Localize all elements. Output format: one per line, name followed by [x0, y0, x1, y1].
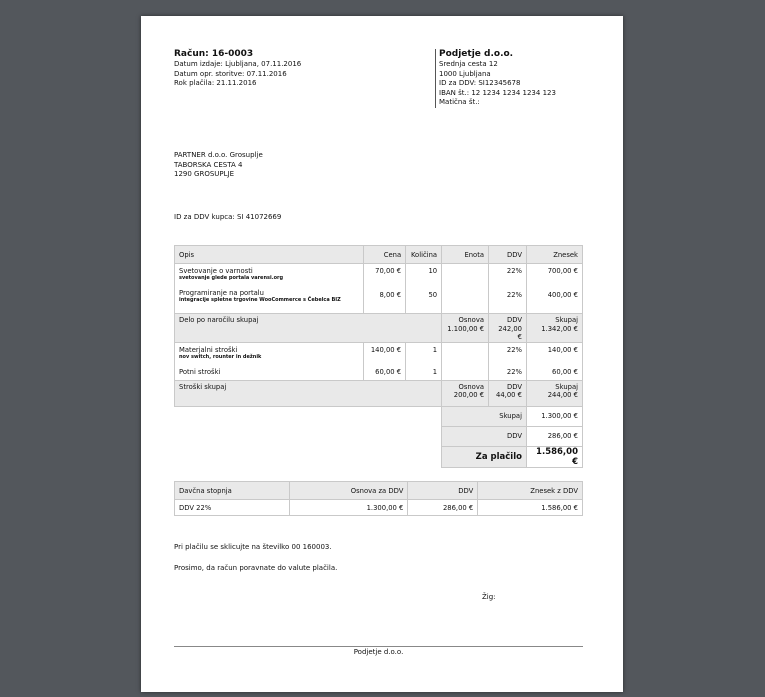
vat-summary-header [175, 482, 583, 500]
subtotal-value: 1.300,00 € [526, 406, 582, 426]
customer-block [174, 151, 263, 180]
base-value: 1.100,00 € [447, 324, 485, 333]
footer-company: Podjetje d.o.o. [353, 648, 404, 656]
item-vat: 22% [506, 267, 522, 275]
item-price: 70,00 € [375, 267, 402, 275]
total-label: Skupaj [555, 316, 578, 324]
payment-request-note: Prosimo, da račun poravnate do valute plačila. [174, 564, 338, 572]
item-title: Materjalni stroški [179, 345, 238, 354]
pay-total-value: 1.586,00 € [526, 446, 582, 467]
company-reg-no: Matična št.: [439, 98, 480, 107]
subtotal-label: Skupaj [442, 406, 527, 426]
base-value: 200,00 € [453, 391, 485, 399]
vat-total-row [175, 426, 583, 446]
col-vat-base: Osnova za DDV [289, 482, 408, 500]
group2-units [442, 342, 489, 380]
item-title: Potni stroški [179, 367, 221, 376]
company-vat-id: ID za DDV: SI12345678 [439, 79, 521, 88]
due-date: Rok plačila: 21.11.2016 [174, 79, 257, 88]
customer-vat-id: ID za DDV kupca: SI 41072669 [174, 213, 282, 221]
col-amount: Znesek [526, 246, 582, 264]
group1-vat [489, 314, 527, 343]
total-label: Skupaj [555, 382, 578, 391]
col-vat: DDV [489, 246, 527, 264]
col-price: Cena [364, 246, 406, 264]
company-city: 1000 Ljubljana [439, 69, 491, 78]
group2-amounts [526, 342, 582, 380]
item-amount: 700,00 € [547, 267, 578, 275]
company-block [435, 49, 556, 108]
group1-items-row [175, 264, 583, 314]
vat-value: 242,00 € [498, 324, 522, 341]
service-date: Datum opr. storitve: 07.11.2016 [174, 69, 287, 78]
issue-date: Datum izdaje: Ljubljana, 07.11.2016 [174, 60, 302, 68]
item-vat: 22% [506, 367, 522, 376]
group1-summary-label: Delo po naročilu skupaj [175, 314, 442, 343]
group1-amounts [526, 264, 582, 314]
amount-with-vat: 1.586,00 € [478, 500, 583, 516]
group1-quantities [406, 264, 442, 314]
group2-descriptions [175, 342, 364, 380]
company-name: Podjetje d.o.o. [439, 49, 514, 59]
item-amount: 60,00 € [552, 367, 578, 376]
item-amount: 400,00 € [547, 291, 578, 299]
item-subtitle: nov switch, rounter in dežnik [179, 353, 262, 360]
group2-summary-label: Stroški skupaj [175, 380, 442, 406]
company-street: Srednja cesta 12 [439, 60, 498, 68]
group2-vats [489, 342, 527, 380]
group2-quantities [406, 342, 442, 380]
item-vat: 22% [506, 345, 522, 354]
total-value: 1.342,00 € [541, 324, 578, 333]
customer-street: TABORSKA CESTA 4 [174, 160, 243, 169]
items-header-row [175, 246, 583, 264]
item-subtitle: integracije spletne trgovine WooCommerce s Čebelca BIZ [179, 297, 341, 303]
item-subtitle: svetovanje glede portala varensi.org [179, 275, 284, 281]
col-vat: DDV [408, 482, 478, 500]
tax-rate: DDV 22% [175, 500, 290, 516]
col-amount-with-vat: Znesek z DDV [478, 482, 583, 500]
vat-total-label: DDV [442, 426, 527, 446]
item-quantity: 10 [428, 267, 438, 275]
group2-summary-row [175, 380, 583, 406]
pay-total-row [175, 446, 583, 467]
invoice-header [174, 49, 301, 89]
subtotal-row [175, 406, 583, 426]
vat-label: DDV [506, 382, 522, 391]
customer-city: 1290 GROSUPLJE [174, 170, 235, 179]
group1-prices [364, 264, 406, 314]
vat-amount: 286,00 € [408, 500, 478, 516]
stamp-label: Žig: [482, 593, 496, 601]
vat-base: 1.300,00 € [289, 500, 408, 516]
group1-summary-row [175, 314, 583, 343]
group2-base [442, 380, 489, 406]
col-description: Opis [175, 246, 364, 264]
footer-divider [174, 646, 583, 647]
item-price: 140,00 € [370, 345, 402, 354]
item-price: 8,00 € [379, 291, 402, 299]
col-tax-rate: Davčna stopnja [175, 482, 290, 500]
vat-label: DDV [506, 316, 522, 324]
item-amount: 140,00 € [547, 345, 578, 354]
group1-units [442, 264, 489, 314]
vat-summary-table [174, 481, 583, 516]
total-value: 244,00 € [547, 391, 578, 399]
item-quantity: 50 [428, 291, 438, 299]
item-title: Svetovanje o varnosti [179, 267, 253, 275]
vat-value: 44,00 € [496, 391, 522, 399]
customer-name: PARTNER d.o.o. Grosuplje [174, 151, 263, 159]
company-iban: IBAN št.: 12 1234 1234 1234 123 [439, 88, 556, 97]
base-label: Osnova [458, 316, 485, 324]
item-quantity: 1 [432, 345, 438, 354]
invoice-page [141, 16, 623, 692]
group1-base [442, 314, 489, 343]
payment-reference-note: Pri plačilu se sklicujte na številko 00 160003. [174, 543, 332, 551]
item-vat: 22% [506, 291, 522, 299]
group1-descriptions [175, 264, 364, 314]
group1-total [526, 314, 582, 343]
group2-total [526, 380, 582, 406]
invoice-title: Račun: 16-0003 [174, 49, 254, 59]
vat-summary-row [175, 500, 583, 516]
item-quantity: 1 [432, 367, 438, 376]
items-table [174, 245, 583, 468]
item-price: 60,00 € [375, 367, 402, 376]
pay-total-label: Za plačilo [442, 446, 527, 467]
vat-total-value: 286,00 € [526, 426, 582, 446]
col-unit: Enota [442, 246, 489, 264]
group2-items-row [175, 342, 583, 380]
group2-prices [364, 342, 406, 380]
group1-vats [489, 264, 527, 314]
base-label: Osnova [458, 382, 485, 391]
col-quantity: Količina [406, 246, 442, 264]
group2-vat [489, 380, 527, 406]
item-title: Programiranje na portalu [179, 289, 264, 297]
